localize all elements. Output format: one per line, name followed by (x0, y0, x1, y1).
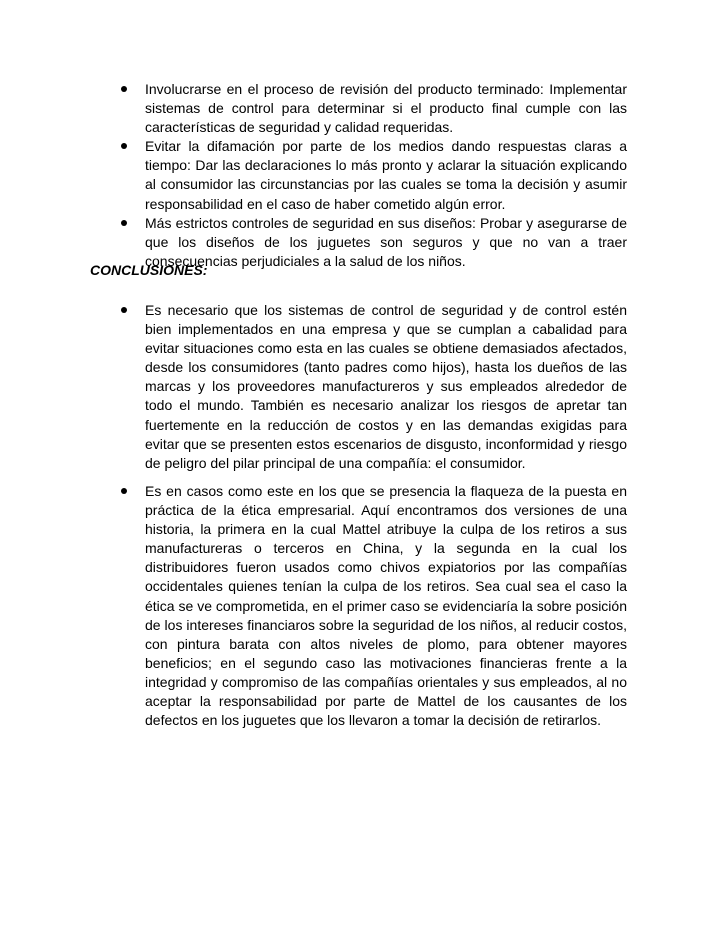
list-item (0, 80, 627, 137)
list-item-text: Más estrictos controles de seguridad en sus diseños: Probar y asegurarse de que los diseños de los juguetes son seguros y que no van a traer consecuencias perjudiciales a la salud de los niños. (145, 214, 627, 269)
list-item-text: Evitar la difamación por parte de los medios dando respuestas claras a tiempo: Dar las declaraciones lo más pronto y aclarar la situación explicando al consumidor las circunstancias por las cuales se toma la decisión y asumir responsabilidad en el caso de haber cometido algún error. (145, 138, 627, 212)
bullet-icon (121, 488, 127, 494)
bullet-icon (121, 307, 127, 313)
bullet-icon (121, 143, 127, 149)
list-item (0, 301, 627, 473)
conclusions-list-second (0, 482, 728, 730)
bullet-icon (121, 220, 127, 226)
list-item (0, 137, 627, 213)
conclusions-list-first (0, 301, 728, 473)
bullet-icon (121, 86, 127, 92)
list-item-text: Es necesario que los sistemas de control de seguridad y de control estén bien implementados en una empresa y que se cumplan a cabalidad para evitar situaciones como esta en las cuales se obtiene demasiados afectados, desde los consumidores (tanto padres como hijos), hasta los dueños de las marcas y los proveedores manufactureros y sus empleados alrededor de todo el mundo. También es necesario analizar los riesgos de apretar tan fuertemente en la reducción de costos y en las demandas exigidas para evitar que se presenten estos escenarios de disgusto, inconformidad y riesgo de peligro del pilar principal de una compañía: el consumidor. (145, 302, 627, 471)
list-item (0, 482, 627, 730)
list-item-text: Involucrarse en el proceso de revisión del producto terminado: Implementar sistemas de control para determinar si el producto final cumple con las características de seguridad y calidad requeridas. (145, 81, 627, 136)
conclusions-heading: CONCLUSIONES: (90, 262, 208, 278)
list-item-text: Es en casos como este en los que se presencia la flaqueza de la puesta en práctica de la ética empresarial. Aquí encontramos dos versiones de una historia, la primera en la cual Mattel atribuye la culpa de los retiros a sus manufactureras o terceros en China, y la segunda en la cual los distribuidores fueron usados como chivos expiatorios por las compañías occidentales quienes tenían la culpa de los retiros. Sea cual sea el caso la ética se ve comprometida, en el primer caso se evidenciaría la sobre posición de los intereses financiaros sobre la seguridad de los niños, al reducir costos, con pintura barata con altos niveles de plomo, para obtener mayores beneficios; en el segundo caso las motivaciones financieras frente a la integridad y compromiso de las compañías orientales y sus empleados, al no aceptar la responsabilidad por parte de Mattel de los causantes de los defectos en los juguetes que los llevaron a tomar la decisión de retirarlos. (145, 483, 627, 729)
recommendations-list (0, 80, 728, 271)
